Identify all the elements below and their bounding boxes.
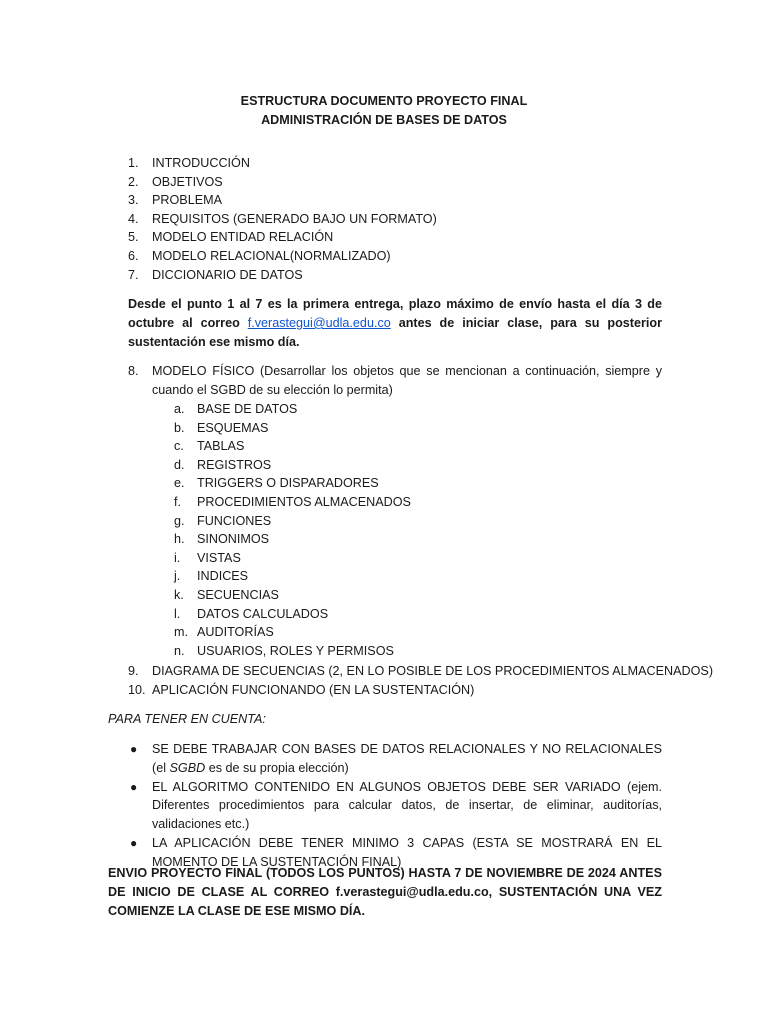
final-delivery-paragraph: ENVIO PROYECTO FINAL (TODOS LOS PUNTOS) HASTA 7 DE NOVIEMBRE DE 2024 ANTES DE INICIO DE CLASE AL CORREO f.verastegui@udla.edu.co, SUSTENTACIÓN UNA VEZ COMIENZE LA CLASE DE ESE MISMO DÍA. (108, 866, 662, 918)
list-item: 9. DIAGRAMA DE SECUENCIAS (2, EN LO POSIBLE DE LOS PROCEDIMIENTOS ALMACENADOS) (128, 664, 714, 678)
title-line-1: ESTRUCTURA DOCUMENTO PROYECTO FINAL (240, 94, 528, 108)
bullet-icon: ● (130, 742, 138, 756)
list-item: e. TRIGGERS O DISPARADORES (174, 476, 379, 491)
list-item: ● SE DEBE TRABAJAR CON BASES DE DATOS RELACIONALES Y NO RELACIONALES (el SGBD es de su propia elección) (130, 742, 662, 775)
list-item: l. DATOS CALCULADOS (174, 606, 329, 621)
notes-heading: PARA TENER EN CUENTA: (108, 712, 266, 726)
list-item: g. FUNCIONES (174, 513, 272, 528)
list-item: m. AUDITORÍAS (174, 625, 274, 640)
first-delivery-list (128, 154, 668, 284)
notes-bullet-list (128, 740, 662, 872)
list-item: 2. OBJETIVOS (128, 174, 223, 189)
email-link[interactable]: f.verastegui@udla.edu.co (247, 316, 391, 330)
first-delivery-paragraph: Desde el punto 1 al 7 es la primera entrega, plazo máximo de envío hasta el día 3 de octubre al correo f.verastegui@udla.edu.co antes de iniciar clase, para su posterior sustentación ese mismo día. (128, 297, 662, 349)
list-item: ● EL ALGORITMO CONTENIDO EN ALGUNOS OBJETOS DEBE SER VARIADO (ejem. Diferentes procedimientos para calcular datos, de insertar, de eliminar, auditorías, validaciones etc.) (130, 779, 662, 832)
list-item: d. REGISTROS (174, 457, 272, 472)
list-item: 6. MODELO RELACIONAL(NORMALIZADO) (128, 248, 391, 263)
list-item: h. SINONIMOS (174, 532, 270, 547)
list-item: ● LA APLICACIÓN DEBE TENER MINIMO 3 CAPAS (ESTA SE MOSTRARÁ EN EL MOMENTO DE LA SUSTENTACIÓN FINAL) (130, 835, 662, 869)
final-items-list (128, 662, 714, 699)
list-item: a. BASE DE DATOS (174, 402, 298, 416)
list-item: n. USUARIOS, ROLES Y PERMISOS (174, 643, 394, 658)
title-line-2: ADMINISTRACIÓN DE BASES DE DATOS (261, 112, 507, 127)
list-item: 1. INTRODUCCIÓN (128, 156, 250, 170)
list-item: 7. DICCIONARIO DE DATOS (128, 267, 303, 282)
list-item: k. SECUENCIAS (174, 587, 279, 602)
physical-model-sublist (174, 400, 574, 660)
bullet-icon: ● (130, 779, 138, 794)
list-item: 5. MODELO ENTIDAD RELACIÓN (128, 230, 334, 245)
list-item: i. VISTAS (174, 550, 241, 565)
list-item: 3. PROBLEMA (128, 193, 222, 208)
list-item: f. PROCEDIMIENTOS ALMACENADOS (174, 494, 411, 509)
list-item: c. TABLAS (174, 439, 245, 454)
list-item: 4. REQUISITOS (GENERADO BAJO UN FORMATO) (128, 211, 437, 226)
list-item: j. INDICES (174, 569, 249, 584)
bullet-icon: ● (130, 835, 138, 850)
list-item: 10. APLICACIÓN FUNCIONANDO (EN LA SUSTENTACIÓN) (128, 682, 475, 697)
document-title (0, 92, 768, 129)
list-item-physical-model: 8. MODELO FÍSICO (Desarrollar los objetos que se mencionan a continuación, siempre y cuando el SGBD de su elección lo permita) (128, 364, 662, 397)
list-item: b. ESQUEMAS (174, 420, 269, 435)
